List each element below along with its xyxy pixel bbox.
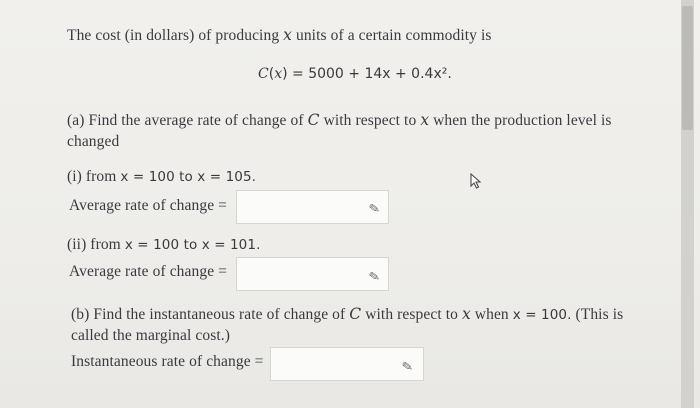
part-b-text-c: when — [474, 306, 509, 323]
cost-equation: C(x) = 5000 + 14x + 0.4x². — [258, 66, 452, 82]
mouse-pointer-icon — [470, 173, 484, 189]
part-a-ii-answer-label: Average rate of change = — [69, 263, 228, 280]
equation-arg: x — [274, 66, 283, 82]
intro-line — [67, 26, 492, 45]
intro-text-2: units of a certain commodity is — [295, 27, 492, 44]
part-a-line-2: changed — [67, 133, 120, 150]
part-a-ii-cond: x = 100 to x = 101. — [124, 237, 261, 253]
equation-lhs: C — [258, 66, 269, 82]
part-b-line-1 — [71, 305, 623, 324]
part-a-ii-condition — [67, 236, 260, 254]
part-a-ii-label: (ii) from — [67, 236, 121, 253]
scrollbar-thumb[interactable] — [682, 6, 693, 130]
part-a-i-answer-label: Average rate of change = — [69, 197, 228, 214]
pencil-icon[interactable]: ✎ — [367, 269, 382, 286]
part-a-text-b: with respect to — [323, 112, 417, 129]
pencil-icon[interactable]: ✎ — [400, 359, 415, 376]
part-a-i-cond: x = 100 to x = 105. — [120, 169, 257, 185]
part-b-text-b: with respect to — [365, 306, 458, 323]
part-a-text: (a) Find the average rate of change of — [67, 112, 304, 129]
intro-text: The cost (in dollars) of producing — [67, 27, 280, 44]
part-a-i-label: (i) from — [67, 168, 117, 185]
part-a-var-x: x — [420, 111, 430, 129]
part-a-text-c: when the production level is — [433, 112, 612, 129]
pencil-icon[interactable]: ✎ — [367, 201, 382, 218]
part-b-cond: x = 100. — [512, 307, 572, 323]
part-a-i-answer-input[interactable] — [236, 190, 389, 224]
part-a-ii-answer-input[interactable] — [236, 257, 389, 291]
part-b-var-c: C — [349, 305, 362, 323]
part-b-text: (b) Find the instantaneous rate of change of — [71, 306, 346, 323]
part-b-var-x: x — [461, 305, 471, 323]
part-b-answer-label: Instantaneous rate of change = — [71, 353, 264, 370]
part-a-i-condition — [67, 168, 256, 186]
intro-var: x — [283, 26, 292, 44]
part-b-text-d: (This is — [575, 306, 624, 323]
part-a-line-1 — [67, 111, 612, 130]
equation-rhs: = 5000 + 14x + 0.4x². — [292, 66, 452, 82]
part-a-var-c: C — [307, 111, 320, 129]
part-b-line-2: called the marginal cost.) — [71, 327, 230, 344]
